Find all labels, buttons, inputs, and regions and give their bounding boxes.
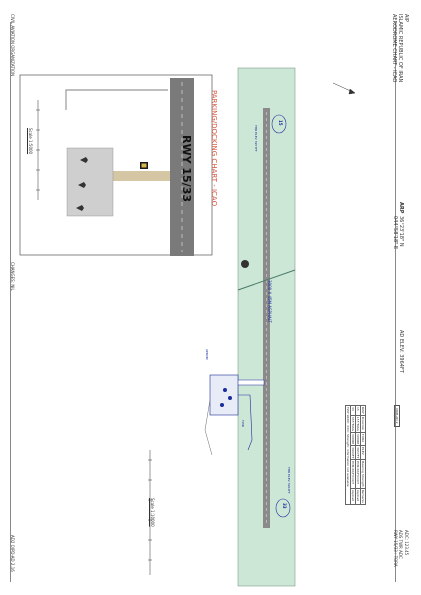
rwy15-elev: THR ELEV 3957FT <box>254 125 258 152</box>
rwy-code: RWY 15/33 : TORA <box>393 530 398 567</box>
chart-title: AERODROME CHART - ICAO <box>391 14 397 83</box>
th-direction: Direction <box>361 415 366 432</box>
arp-lon: 044°58'18" E <box>392 216 398 250</box>
th-rwy: RWY <box>361 407 365 414</box>
inset-runway-label: RWY 15/33 <box>180 135 193 203</box>
arp-lat: 36°23'18" N <box>398 216 404 247</box>
rwy15-number: 15 <box>278 120 283 126</box>
adc-label: ADC: 123.45 <box>404 530 409 556</box>
th-strength: Bearing Strength <box>361 461 365 487</box>
north-arrow-icon <box>333 83 355 94</box>
inset-title: PARKING/DOCKING CHART - ICAO <box>210 90 218 207</box>
inset-scale-label: Scale 1:5000 <box>28 128 33 155</box>
ad-elev: AD ELEV: 3964FT <box>398 330 404 373</box>
runway-table <box>345 405 366 505</box>
th-remarks: Remarks <box>361 489 365 503</box>
apron-area <box>210 375 238 415</box>
th-tora: TORA <box>361 432 366 445</box>
rwy33-elev: THR ELEV 3964FT <box>287 467 291 494</box>
footer-page-ref: AD2 OIPD-AD 2.16 <box>10 535 15 572</box>
inset-apron <box>67 148 113 216</box>
footer-changes: CHANGES: NIL <box>10 262 15 291</box>
inset-taxiway <box>113 171 170 181</box>
footer-org: CIVIL AVIATION ORGANIZATION <box>10 14 15 77</box>
arp-label: ARP <box>398 202 404 214</box>
aip-label: AIP <box>403 14 409 22</box>
twr-label-map: TWR <box>241 420 245 427</box>
ndb-marker <box>241 260 249 268</box>
th-elev: ELEV <box>361 446 366 460</box>
table-note: TWY Width: 23m; Strength: information not available <box>346 406 351 505</box>
table-row: 15 155°MAG 3000M 3957FT PCN 66/F/C/X/T Asphalt <box>356 406 361 505</box>
main-scale-label: Scale 1:10000 <box>150 498 155 527</box>
state-label: ISLAMIC REPUBLIC OF IRAN <box>397 14 403 83</box>
runway-dims-label: 3000 X 45M ASPHALT <box>267 280 272 323</box>
table-row: 33 335°MAG 3000M 3964FT PCN 66/F/C/X/T Asphalt <box>351 406 356 505</box>
rwy33-number: 33 <box>282 503 287 509</box>
page-code: OIKB-AD 2 <box>395 408 399 424</box>
apron-label: APRON <box>205 349 209 360</box>
twr-label: ADS TWR ADC <box>398 530 403 559</box>
